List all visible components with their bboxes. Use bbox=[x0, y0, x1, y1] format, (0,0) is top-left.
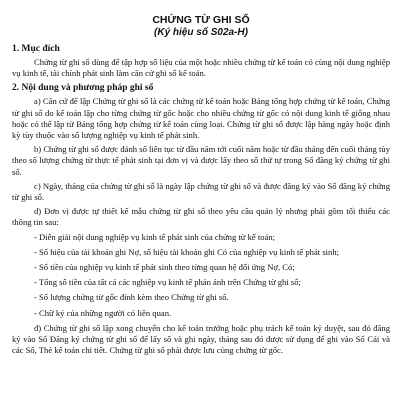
paragraph-dd: đ) Chứng từ ghi sổ lập xong chuyển cho kế toán trưởng hoặc phụ trách kế toán ký duyệt, sau đó đăng ký vào Sổ Đăng ký chứng từ ghi sổ để lấy số và ghi ngày, tháng sau đó được sử dụng để ghi vào Sổ Cái và các Sổ, Thẻ kế toán chi tiết. Chứng từ ghi sổ phải được lưu cùng chứng từ gốc. bbox=[12, 322, 390, 356]
list-item: - Chữ ký của những người có liên quan. bbox=[34, 307, 172, 318]
list-item: - Số hiệu của tài khoản ghi Nợ, số hiệu tài khoản ghi Có của nghiệp vụ kinh tế phát sinh; bbox=[34, 246, 340, 257]
document-subtitle: (Ký hiệu số S02a-H) bbox=[154, 27, 248, 38]
paragraph-c: c) Ngày, tháng của chứng từ ghi sổ là ngày lập chứng từ ghi sổ và được đăng ký vào Sổ đăng ký chứng từ ghi sổ. bbox=[12, 180, 390, 203]
list-item: - Số tiền của nghiệp vụ kinh tế phát sinh theo từng quan hệ đối ứng Nợ, Có; bbox=[34, 262, 295, 273]
paragraph-d: d) Đơn vị được tự thiết kế mẫu chứng từ ghi sổ theo yêu cầu quản lý nhưng phải gồm tối thiểu các thông tin sau: bbox=[12, 206, 390, 228]
purpose-paragraph: Chứng từ ghi sổ dùng để tập hợp số liệu của một hoặc nhiều chứng từ kế toán có cùng nội dung nghiệp vụ kinh tế, tài chính phát sinh làm căn cứ ghi sổ kế toán. bbox=[12, 57, 390, 79]
paragraph-a: a) Căn cứ để lập Chứng từ ghi sổ là các chứng từ kế toán hoặc Bảng tổng hợp chứng từ kế toán, Chứng từ ghi sổ do kế toán lập cho từng chứng từ gốc hoặc cho nhiều chứng từ gốc có nội dung kinh tế giống nhau hoặc có thể lập từ Bảng tổng hợp chứng từ kế toán cùng loại. Chứng từ ghi sổ được lập hàng ngày hoặc định kỳ tùy thuộc vào số lượng nghiệp vụ kinh tế phát sinh. bbox=[12, 96, 390, 141]
section-heading-purpose: 1. Mục đích bbox=[12, 44, 60, 54]
list-item: - Diễn giải nội dung nghiệp vụ kinh tế phát sinh của chứng từ kế toán; bbox=[34, 231, 276, 242]
paragraph-b: b) Chứng từ ghi sổ được đánh số liên tục từ đầu năm tới cuối năm hoặc từ đầu tháng đến cuối tháng tùy theo số lượng chứng từ thực tế phát sinh tại đơn vị và được lấy theo số thứ tự trong Sổ đăng ký chứng từ ghi sổ. bbox=[12, 144, 390, 177]
document-title: CHỨNG TỪ GHI SỔ bbox=[152, 14, 250, 26]
list-item: - Số lượng chứng từ gốc đính kèm theo Chứng từ ghi sổ. bbox=[34, 292, 229, 303]
list-item: - Tổng số tiền của tất cả các nghiệp vụ kinh tế phản ánh trên Chứng từ ghi sổ; bbox=[34, 277, 301, 288]
section-heading-content-method: 2. Nội dung và phương pháp ghi sổ bbox=[12, 83, 154, 94]
